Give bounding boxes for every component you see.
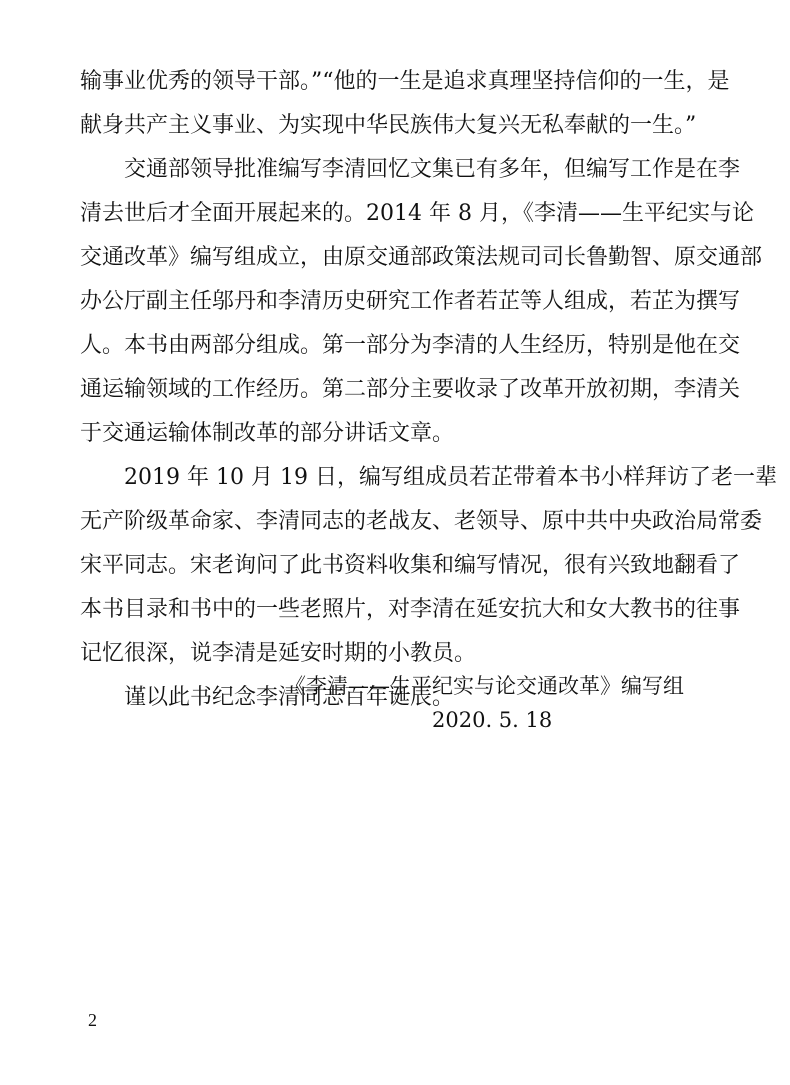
text-line: 办公厅副主任邬丹和李清历史研究工作者若芷等人组成，若芷为撰写 [80, 289, 741, 314]
text-line: 通运输领域的工作经历。第二部分主要收录了改革开放初期，李清关 [80, 377, 741, 402]
text-line: 交通改革》编写组成立，由原交通部政策法规司司长鲁勤智、原交通部 [80, 245, 763, 270]
text-line: 交通部领导批准编写李清回忆文集已有多年，但编写工作是在李 [124, 157, 741, 182]
signature-organization: 《李清——生平纪实与论交通改革》编写组 [285, 674, 684, 698]
text-line: 人。本书由两部分组成。第一部分为李清的人生经历，特别是他在交 [80, 333, 741, 358]
text-line: 于交通运输体制改革的部分讲话文章。 [80, 421, 455, 446]
text-line: 宋平同志。宋老询问了此书资料收集和编写情况，很有兴致地翻看了 [80, 553, 741, 578]
text-line: 谨以此书纪念李清同志百年诞辰。 [124, 685, 455, 710]
text-line: 输事业优秀的领导干部。”“他的一生是追求真理坚持信仰的一生，是 [80, 69, 730, 94]
text-line: 无产阶级革命家、李清同志的老战友、老领导、原中共中央政治局常委 [80, 509, 763, 534]
document-body [80, 60, 777, 720]
text-line: 记忆很深，说李清是延安时期的小教员。 [80, 641, 477, 666]
text-line: 本书目录和书中的一些老照片，对李清在延安抗大和女大教书的往事 [80, 597, 741, 622]
text-line: 2019 年 10 月 19 日，编写组成员若芷带着本书小样拜访了老一辈 [124, 465, 777, 490]
page-number: 2 [88, 1010, 97, 1030]
signature-date: 2020. 5. 18 [432, 708, 553, 732]
text-line: 清去世后才全面开展起来的。2014 年 8 月，《李清——生平纪实与论 [80, 201, 754, 226]
text-line: 献身共产主义事业、为实现中华民族伟大复兴无私奉献的一生。” [80, 113, 697, 138]
